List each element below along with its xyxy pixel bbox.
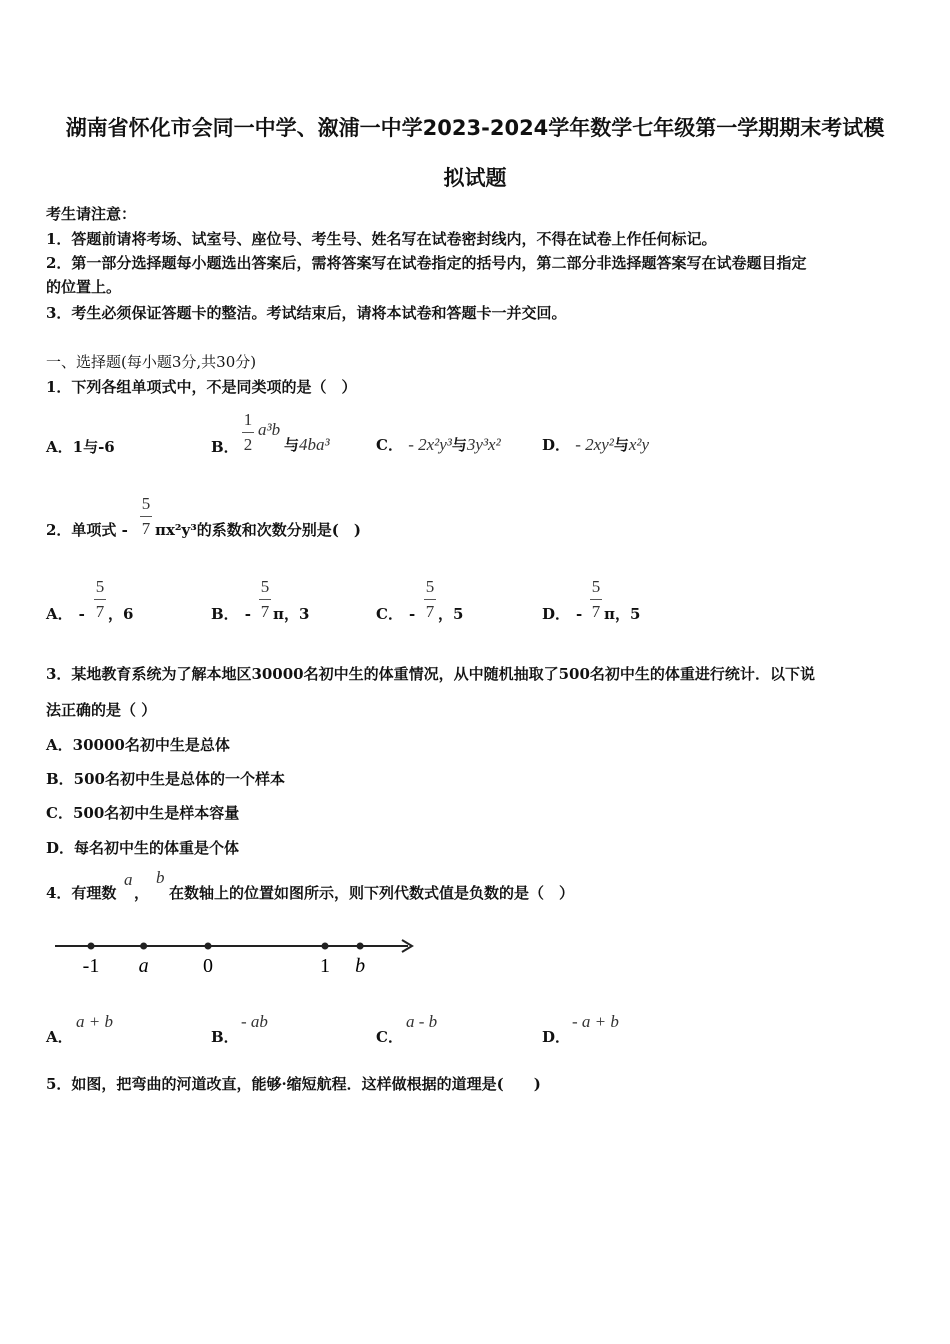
note-2: 2．第一部分选择题每小题选出答案后，需将答案写在试卷指定的括号内，第二部分非选择题答案写在试卷题目指定 (46, 254, 807, 272)
sign: - (244, 605, 251, 623)
q3-option-c: C．500名初中生是样本容量 (46, 804, 240, 822)
title-line-1: 湖南省怀化市会同一中学、溆浦一中学2023-2024学年数学七年级第一学期期末考试模 (65, 116, 885, 140)
axis-point (357, 943, 364, 950)
label: D． (542, 436, 571, 454)
q4-option-label: A． (46, 1028, 73, 1046)
sign: - (408, 605, 416, 623)
q4-option-expr: a + b (76, 1012, 113, 1031)
q1-option-a (46, 436, 115, 457)
q3-stem-2: 法正确的是（ ） (46, 701, 157, 719)
q4-comma: ， (134, 884, 150, 902)
q2-option (211, 603, 251, 624)
label: A． (46, 605, 73, 623)
title-line-2: 拟试题 (443, 166, 507, 190)
note-3: 3．考生必须保证答题卡的整洁。考试结束后，请将本试卷和答题卡一并交回。 (46, 304, 567, 322)
q2-fraction (140, 494, 152, 539)
q2-option (542, 603, 582, 624)
label: A． (46, 438, 73, 456)
q4-var-b: b (156, 868, 165, 887)
q1-option-c (376, 434, 501, 455)
text: 1与-6 (72, 438, 115, 456)
axis-label: a (138, 955, 149, 977)
q2-option-post: π，5 (604, 605, 641, 623)
q3-option-d: D．每名初中生的体重是个体 (46, 839, 240, 857)
q2-option-post: π，3 (273, 605, 310, 623)
q4-option-expr: - ab (241, 1012, 268, 1031)
q2-option (376, 603, 415, 624)
q2-option-fraction (94, 577, 106, 622)
q1-b-expr: a³b (258, 420, 281, 439)
q2-stem-pre: 2．单项式 - (46, 521, 128, 539)
mid: 与 (613, 436, 629, 454)
mid: 与 (451, 436, 467, 454)
denominator: 2 (243, 435, 253, 454)
denominator: 7 (141, 519, 151, 538)
axis-point (205, 943, 212, 950)
q2-option-fraction (259, 577, 271, 622)
q2-stem-post: πx²y³的系数和次数分别是( ) (155, 521, 361, 539)
q1-option-b-label: B． (211, 438, 239, 456)
label: C． (376, 605, 403, 623)
axis-point (88, 943, 95, 950)
q4-option-label: C． (376, 1028, 403, 1046)
q1-b-expr2: 4ba³ (299, 435, 330, 454)
expr2: x²y (628, 435, 650, 454)
axis-label: 1 (320, 955, 330, 977)
numerator: 5 (425, 577, 435, 596)
numerator: 5 (260, 577, 270, 596)
note-2-cont: 的位置上。 (46, 278, 122, 296)
q3-option-b: B．500名初中生是总体的一个样本 (46, 770, 285, 788)
q4-var-a: a (124, 870, 133, 889)
notes-heading: 考生请注意： (46, 205, 137, 223)
q4-stem-pre: 4．有理数 (46, 884, 117, 902)
label: D． (542, 605, 571, 623)
axis-label: 0 (203, 955, 213, 977)
denominator: 7 (95, 602, 105, 621)
section-heading: 一、选择题(每小题3分,共30分) (46, 353, 257, 371)
q1-option-d (542, 434, 649, 455)
sign: - (78, 605, 85, 623)
q1-b-mid: 与 (284, 436, 300, 454)
axis-point (140, 943, 147, 950)
axis-label: b (355, 955, 366, 977)
denominator: 7 (591, 602, 601, 621)
q4-option-label: D． (542, 1028, 571, 1046)
number-line (50, 930, 420, 980)
numerator: 1 (243, 410, 253, 429)
q2-option-post: ，5 (438, 605, 464, 623)
q5-stem: 5．如图，把弯曲的河道改直，能够·缩短航程．这样做根据的道理是( ) (46, 1075, 541, 1093)
expr: - 2xy² (575, 435, 614, 454)
denominator: 7 (425, 602, 435, 621)
expr: - 2x²y³ (408, 435, 452, 454)
expr2: 3y³x² (466, 435, 501, 454)
numerator: 5 (141, 494, 151, 513)
sign: - (576, 605, 583, 623)
q2-option (46, 603, 85, 624)
q3-option-a: A．30000名初中生是总体 (46, 736, 230, 754)
note-1: 1．答题前请将考场、试室号、座位号、考生号、姓名写在试卷密封线内，不得在试卷上作任何标记。 (46, 230, 717, 248)
q1-stem: 1．下列各组单项式中，不是同类项的是（ ） (46, 378, 357, 396)
q2-option-fraction (424, 577, 436, 622)
denominator: 7 (260, 602, 270, 621)
q4-stem-post: 在数轴上的位置如图所示，则下列代数式值是负数的是（ ） (169, 884, 575, 902)
q3-stem-1: 3．某地教育系统为了解本地区30000名初中生的体重情况，从中随机抽取了500名初中生的体重进行统计．以下说 (46, 665, 815, 683)
numerator: 5 (95, 577, 105, 596)
q1-b-fraction (242, 410, 254, 455)
q2-option-post: ，6 (108, 605, 134, 623)
q2-option-fraction (590, 577, 602, 622)
axis-point (322, 943, 329, 950)
q4-option-expr: a - b (406, 1012, 438, 1031)
q4-option-label: B． (211, 1028, 239, 1046)
label: C． (376, 436, 403, 454)
label: B． (211, 605, 239, 623)
q4-option-expr: - a + b (572, 1012, 619, 1031)
axis-label: -1 (82, 955, 100, 977)
numerator: 5 (591, 577, 601, 596)
